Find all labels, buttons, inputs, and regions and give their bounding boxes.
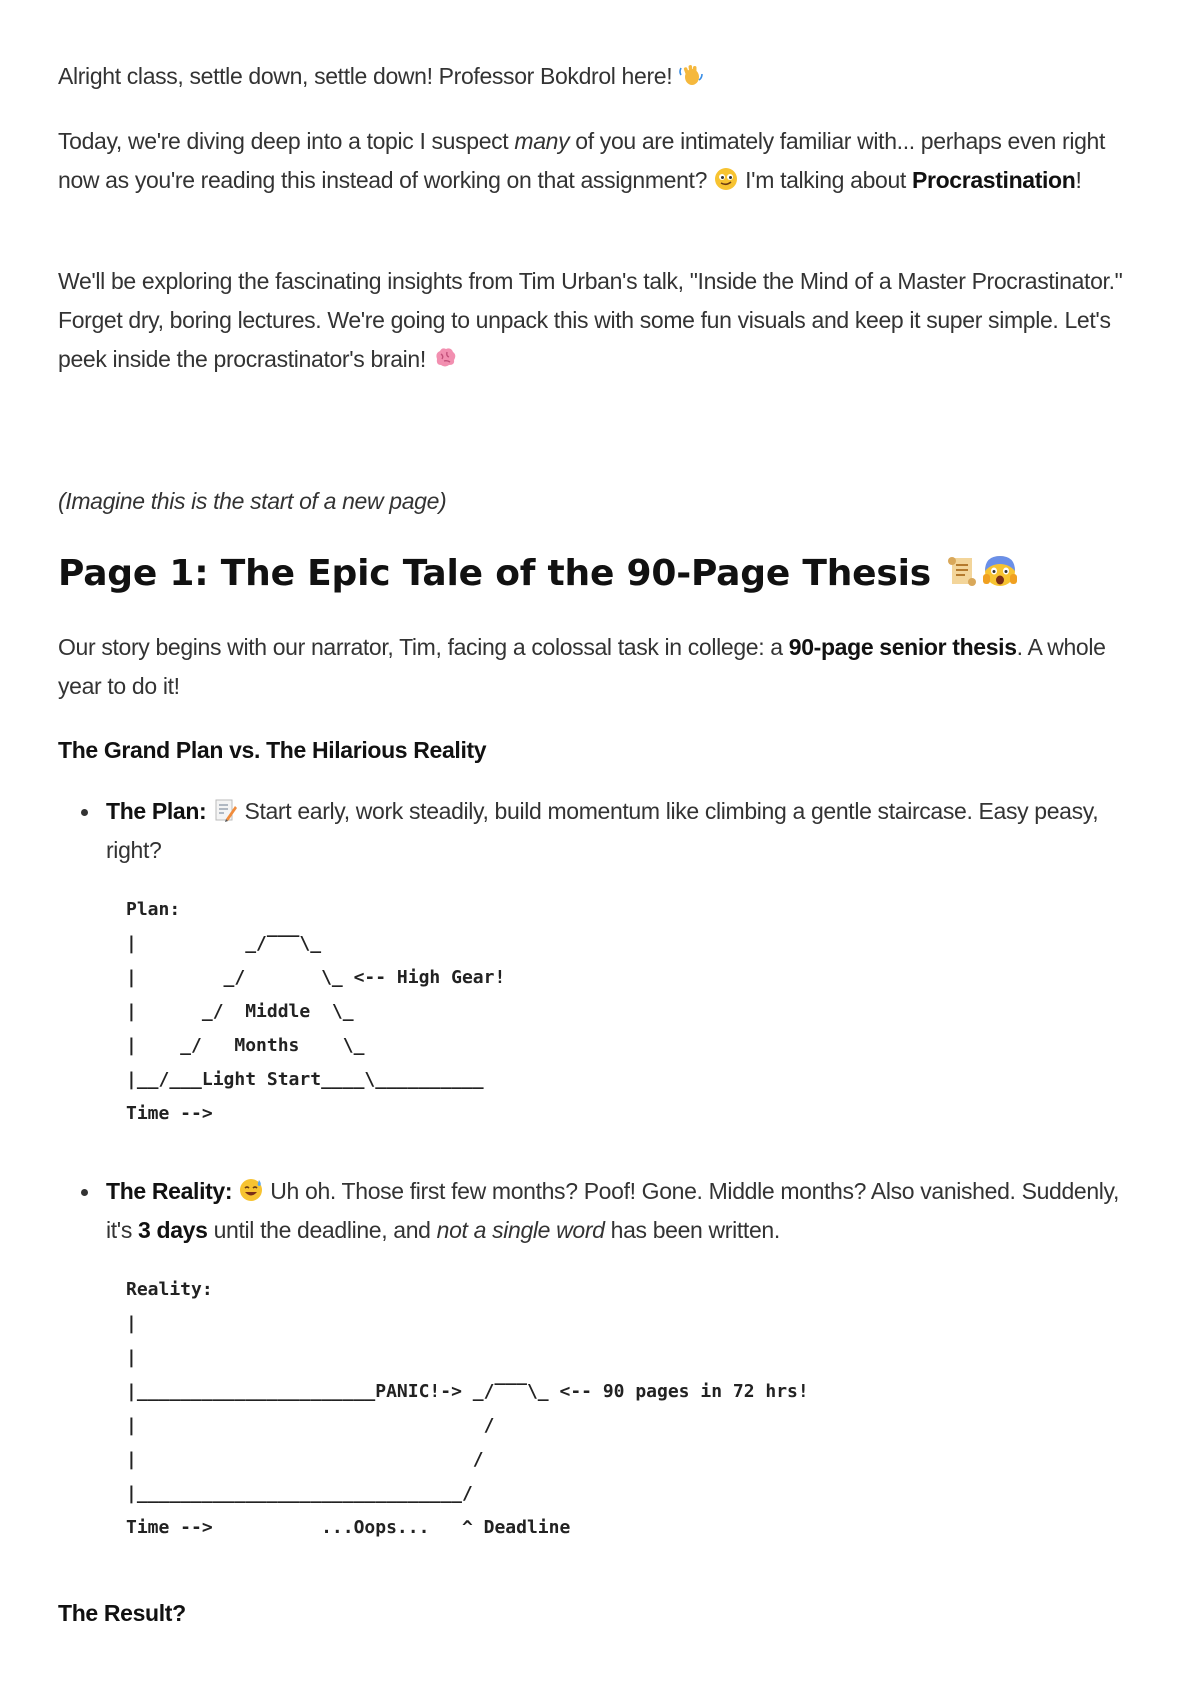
page-break-note: (Imagine this is the start of a new page) bbox=[58, 488, 447, 514]
story-intro: Our story begins with our narrator, Tim, facing a colossal task in college: a 90-page senior thesis. A whole year to do it! bbox=[58, 634, 1106, 699]
intro-paragraph: Today, we're diving deep into a topic I suspect many of you are intimately familiar with... perhaps even right now as you're reading this instead of working on that assignment? I'm talking about Procrastination! bbox=[58, 128, 1106, 193]
memo-icon bbox=[212, 796, 238, 822]
brain-icon bbox=[432, 344, 458, 370]
page-title: Page 1: The Epic Tale of the 90-Page Thesis bbox=[58, 552, 1019, 594]
sweat-smile-icon bbox=[238, 1176, 264, 1202]
intro-talk-paragraph: We'll be exploring the fascinating insights from Tim Urban's talk, "Inside the Mind of a Master Procrastinator." Forget dry, boring lectures. We're going to unpack this with some fun visuals and keep it super simple. Let's peek inside the procrastinator's brain! bbox=[58, 268, 1123, 372]
section-subheading: The Grand Plan vs. The Hilarious Reality bbox=[58, 737, 487, 763]
screaming-face-icon bbox=[981, 552, 1019, 590]
list-item-reality: The Reality: Uh oh. Those first few months? Poof! Gone. Middle months? Also vanished. Suddenly, it's 3 days until the deadline, and not a single word has been written. bbox=[106, 1172, 1146, 1250]
list-item-plan: The Plan: Start early, work steadily, build momentum like climbing a gentle staircase. Easy peasy, right? bbox=[106, 792, 1146, 870]
scroll-icon bbox=[943, 552, 981, 590]
plan-ascii-diagram: Plan: | _/‾‾‾\_ | _/ \_ <-- High Gear! | _/ Middle \_ | _/ Months \_ |__/___Light Start____\__________ Time --> bbox=[126, 899, 506, 1124]
result-subheading: The Result? bbox=[58, 1600, 186, 1626]
intro-greeting: Alright class, settle down, settle down! Professor Bokdrol here! bbox=[58, 57, 704, 96]
waving-hand-icon bbox=[678, 61, 704, 87]
reality-ascii-diagram: Reality: | | |______________________PANIC!-> _/‾‾‾\_ <-- 90 pages in 72 hrs! | / | / |______________________________/ Time --> ...Oops... ^ Deadline bbox=[126, 1279, 809, 1538]
smirking-face-icon bbox=[713, 165, 739, 191]
